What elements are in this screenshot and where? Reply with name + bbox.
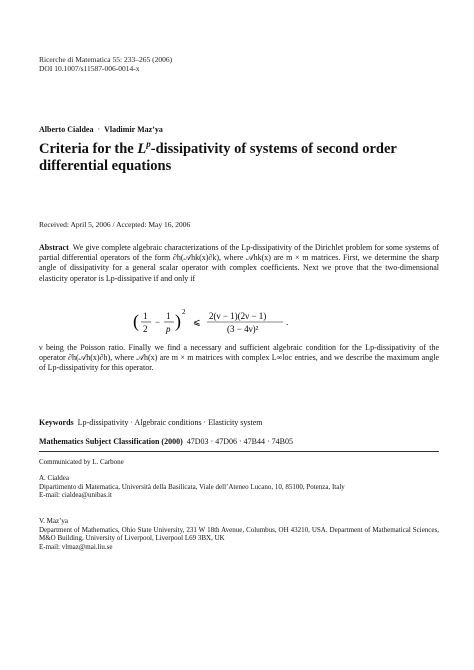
- title-p: p: [146, 139, 151, 149]
- display-formula: [133, 305, 333, 341]
- received-dates: Received: April 5, 2006 / Accepted: May 16, 2006: [39, 220, 191, 229]
- title-L: L: [137, 140, 147, 157]
- svg-text:): ): [175, 311, 181, 331]
- formula-exponent: 2: [182, 308, 186, 316]
- affiliation-2-email: E-mail: vlmaz@mai.liu.se: [39, 542, 113, 551]
- formula-minus: −: [155, 317, 161, 327]
- svg-text:(: (: [133, 311, 139, 331]
- journal-citation: Ricerche di Matematica 55: 233–265 (2006): [39, 55, 173, 64]
- msc-classification: [39, 437, 293, 446]
- title-part-2: -dissipativity of systems of second order differential equations: [39, 140, 397, 174]
- keywords-label: Keywords: [39, 418, 74, 427]
- author-1: Alberto Cialdea: [39, 125, 94, 134]
- abstract-text-1: We give complete algebraic characterizations of the Lp-dissipativity of the Dirichlet problem for some systems of partial differential operators of the form ∂h(𝒜hk(x)∂k), where 𝒜hk(x) are m × m matrices. First, we determine the sharp angle of dissipativity for a general scalar operator with complex coefficients. Next we prove that the two-dimensional elasticity operator is Lp-dissipative if and only if: [39, 243, 439, 283]
- paper-title: [39, 136, 439, 175]
- journal-header: [39, 55, 172, 73]
- formula-numerator: 2(ν − 1)(2ν − 1): [209, 311, 267, 321]
- formula-denominator: (3 − 4ν)²: [227, 324, 259, 334]
- author-list: [39, 125, 163, 134]
- abstract-label: Abstract: [39, 243, 69, 252]
- author-2: Vladimir Maz’ya: [104, 125, 163, 134]
- formula-leq: ⩽: [193, 318, 201, 328]
- title-part-1: Criteria for the: [39, 140, 138, 157]
- affiliation-1-email: E-mail: cialdea@unibas.it: [39, 491, 112, 500]
- communicated-by: Communicated by L. Carbone: [39, 458, 124, 466]
- formula-period: .: [286, 317, 289, 327]
- keywords-text: Lp-dissipativity · Algebraic conditions · Elasticity system: [77, 418, 263, 427]
- affiliation-2: [39, 517, 439, 551]
- author-separator: ·: [97, 125, 101, 134]
- formula-two: 2: [143, 324, 148, 334]
- formula-p: p: [166, 324, 171, 334]
- msc-codes: 47D03 · 47D06 · 47B44 · 74B05: [186, 437, 293, 446]
- formula-one-b: 1: [166, 311, 171, 321]
- journal-doi: DOI 10.1007/s11587-006-0014-x: [39, 64, 140, 73]
- affiliation-2-address: Department of Mathematics, Ohio State University, 231 W 18th Avenue, Columbus, OH 43210, USA. Department of Mathematical Sciences, M&O Building, University of Liverpool, Liverpool L69 3BX, UK: [39, 525, 439, 543]
- affiliation-2-name: V. Maz’ya: [39, 517, 69, 525]
- abstract-part-2: ν being the Poisson ratio. Finally we find a necessary and sufficient algebraic condition for the Lp-dissipativity of the operator ∂h(𝒜h(x)∂h), where 𝒜h(x) are m × m matrices with complex L∞loc entries, and we describe the maximum angle of Lp-dissipativity for this operator.: [39, 343, 439, 373]
- affiliation-1-name: A. Cialdea: [39, 474, 69, 482]
- affiliation-1-address: Dipartimento di Matematica, Università della Basilicata, Viale dell’Ateneo Lucano, 10, 85100, Potenza, Italy: [39, 482, 345, 491]
- formula-one-a: 1: [143, 311, 148, 321]
- affiliation-1: [39, 474, 439, 500]
- msc-label: Mathematics Subject Classification (2000): [39, 437, 183, 446]
- abstract-part-1: [39, 243, 439, 284]
- keywords: [39, 418, 263, 427]
- footnote-divider: [39, 451, 439, 452]
